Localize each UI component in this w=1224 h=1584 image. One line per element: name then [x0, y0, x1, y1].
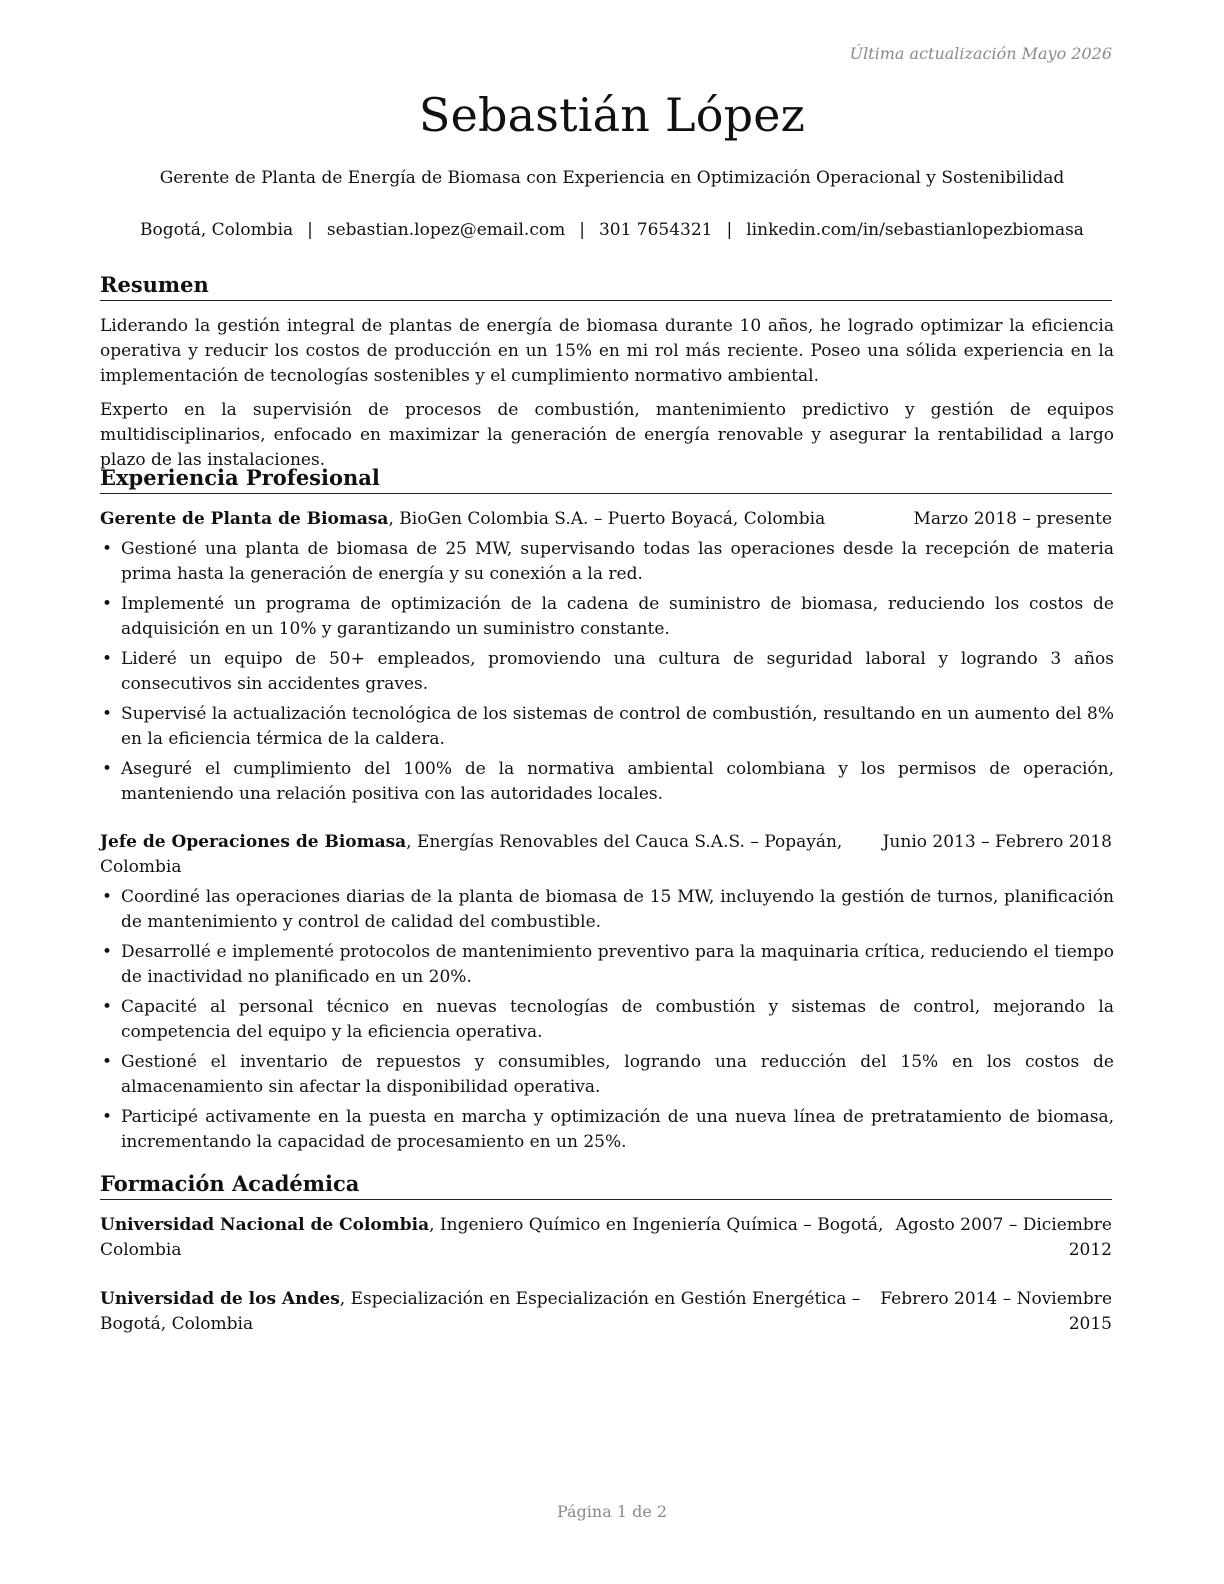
contact-separator: |: [579, 220, 585, 240]
last-updated: Última actualización Mayo 2026: [849, 44, 1112, 63]
list-item: [100, 885, 1114, 935]
contact-location: Bogotá, Colombia: [140, 220, 294, 240]
summary-paragraph: Liderando la gestión integral de plantas de energía de biomasa durante 10 años, he logrado optimizar la eficiencia operativa y reducir los costos de producción en un 15% en mi rol más reciente. Poseo una sólida experiencia en la implementación de tecnologías sostenibles y el cumplimiento normativo ambiental.: [100, 316, 1114, 386]
bullet-text: Aseguré el cumplimiento del 100% de la normativa ambiental colombiana y los permisos de operación, manteniendo una relación positiva con las autoridades locales.: [121, 759, 1114, 804]
bullet-icon: •: [102, 1052, 113, 1072]
job-header: [100, 830, 1112, 880]
job-role: Jefe de Operaciones de Biomasa: [100, 832, 407, 852]
job-role: Gerente de Planta de Biomasa: [100, 509, 389, 529]
bullet-icon: •: [102, 887, 113, 907]
education-dates-line1: Agosto 2007 – Diciembre: [895, 1215, 1112, 1235]
education-dates-line1: Febrero 2014 – Noviembre: [880, 1289, 1112, 1309]
bullet-icon: •: [102, 594, 113, 614]
bullet-text: Capacité al personal técnico en nuevas tecnologías de combustión y sistemas de control, mejorando la competencia del equipo y la eficiencia operativa.: [121, 997, 1114, 1042]
job-company: , BioGen Colombia S.A. – Puerto Boyacá, Colombia: [388, 509, 826, 529]
list-item: [100, 647, 1114, 697]
bullet-icon: •: [102, 1107, 113, 1127]
list-item: [100, 592, 1114, 642]
bullet-icon: •: [102, 942, 113, 962]
job-bullets: [100, 885, 1114, 1160]
education-degree: , Ingeniero Químico en Ingeniería Química – Bogotá,: [429, 1215, 884, 1235]
job-dates: Marzo 2018 – presente: [909, 507, 1112, 532]
bullet-icon: •: [102, 997, 113, 1017]
bullet-text: Participé activamente en la puesta en marcha y optimización de una nueva línea de pretratamiento de biomasa, incrementando la capacidad de procesamiento en un 25%.: [121, 1107, 1114, 1152]
education-dates: [896, 1213, 1112, 1263]
education-dates-line2: 2015: [1068, 1314, 1112, 1334]
bullet-icon: •: [102, 704, 113, 724]
education-entry: [100, 1287, 1112, 1337]
education-degree-line2: Colombia: [100, 1240, 182, 1260]
bullet-icon: •: [102, 759, 113, 779]
list-item: [100, 757, 1114, 807]
list-item: [100, 537, 1114, 587]
bullet-text: Coordiné las operaciones diarias de la planta de biomasa de 15 MW, incluyendo la gestión de turnos, planificación de mantenimiento y control de calidad del combustible.: [121, 887, 1114, 932]
list-item: [100, 702, 1114, 752]
education-entry: [100, 1213, 1112, 1263]
candidate-name: Sebastián López: [418, 88, 806, 142]
bullet-icon: •: [102, 649, 113, 669]
education-dates: [880, 1287, 1112, 1337]
education-school: Universidad de los Andes: [100, 1289, 340, 1309]
summary-paragraph: Experto en la supervisión de procesos de combustión, mantenimiento predictivo y gestión de equipos multidisciplinarios, enfocado en maximizar la generación de energía renovable y asegurar la rentabilidad a largo plazo de las instalaciones.: [100, 400, 1114, 470]
education-degree-line2: Bogotá, Colombia: [100, 1314, 254, 1334]
section-title-experience: Experiencia Profesional: [100, 465, 1112, 494]
bullet-text: Lideré un equipo de 50+ empleados, promoviendo una cultura de seguridad laboral y logrando 3 años consecutivos sin accidentes graves.: [121, 649, 1114, 694]
contact-phone: 301 7654321: [598, 220, 713, 240]
job-company-line2: Colombia: [100, 857, 182, 877]
job-bullets: [100, 537, 1114, 812]
bullet-text: Desarrollé e implementé protocolos de mantenimiento preventivo para la maquinaria crítica, reduciendo el tiempo de inactividad no planificado en un 20%.: [121, 942, 1114, 987]
contact-line: [0, 220, 1224, 240]
education-dates-line2: 2012: [1068, 1240, 1112, 1260]
bullet-text: Supervisé la actualización tecnológica de los sistemas de control de combustión, resultando en un aumento del 8% en la eficiencia térmica de la caldera.: [121, 704, 1114, 749]
section-title-summary: Resumen: [100, 272, 1112, 301]
bullet-text: Gestioné el inventario de repuestos y consumibles, logrando una reducción del 15% en los costos de almacenamiento sin afectar la disponibilidad operativa.: [121, 1052, 1114, 1097]
education-degree: , Especialización en Especialización en Gestión Energética –: [339, 1289, 861, 1309]
job-company: , Energías Renovables del Cauca S.A.S. – Popayán,: [406, 832, 843, 852]
list-item: [100, 940, 1114, 990]
education-school: Universidad Nacional de Colombia: [100, 1215, 430, 1235]
contact-separator: |: [307, 220, 313, 240]
page-number: Página 1 de 2: [556, 1502, 668, 1521]
job-dates: Junio 2013 – Febrero 2018: [879, 830, 1112, 855]
list-item: [100, 1050, 1114, 1100]
bullet-text: Implementé un programa de optimización de la cadena de suministro de biomasa, reduciendo los costos de adquisición en un 10% y garantizando un suministro constante.: [121, 594, 1114, 639]
job-header: [100, 507, 1112, 532]
contact-separator: |: [726, 220, 733, 240]
contact-linkedin[interactable]: linkedin.com/in/sebastianlopezbiomasa: [746, 220, 1084, 240]
bullet-icon: •: [102, 539, 113, 559]
section-title-education: Formación Académica: [100, 1171, 1112, 1200]
headline: Gerente de Planta de Energía de Biomasa con Experiencia en Optimización Operacional y Sostenibilidad: [159, 168, 1065, 188]
list-item: [100, 995, 1114, 1045]
bullet-text: Gestioné una planta de biomasa de 25 MW, supervisando todas las operaciones desde la recepción de materia prima hasta la generación de energía y su conexión a la red.: [121, 539, 1114, 584]
list-item: [100, 1105, 1114, 1155]
contact-email[interactable]: sebastian.lopez@email.com: [326, 220, 566, 240]
